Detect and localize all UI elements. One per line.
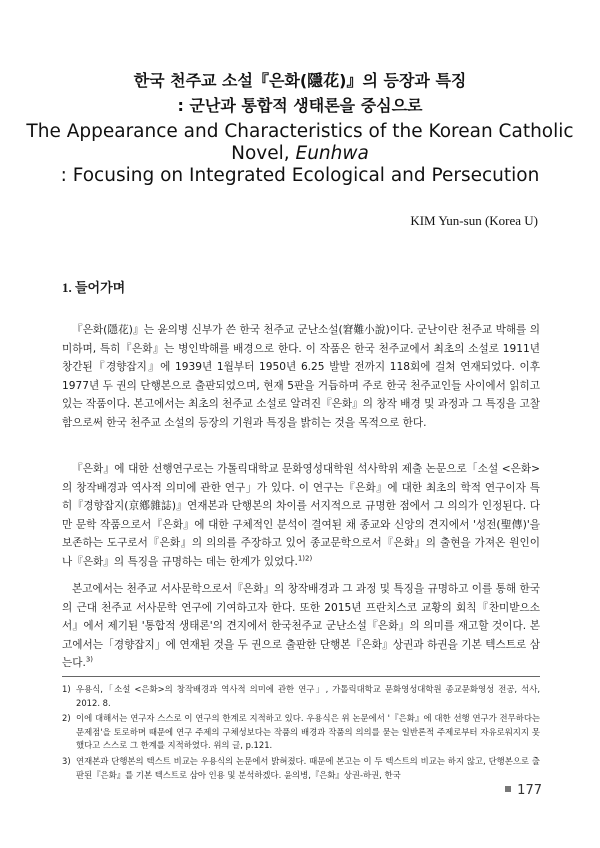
page-number-text: 177 bbox=[517, 783, 542, 798]
footnote-3-number: 3) bbox=[62, 756, 71, 766]
english-title-line-3: : Focusing on Integrated Ecological and Persecution bbox=[60, 165, 540, 186]
footnote-2-text: 이에 대해서는 연구자 스스로 이 연구의 한계로 지적하고 있다. 우용식은 위 논문에서 '『은화』에 대한 선행 연구가 전무하다는 문제점'을 토로하며 때문에 연구 주제의 구체성보다는 작품의 배경과 작품의 의의를 묻는 일반론적 주제로부터 자유로워지지 못했다고 스스로 그 한계를 지적하였다. 위의 글, p.121. bbox=[76, 713, 540, 750]
body-paragraph-3 bbox=[62, 580, 540, 673]
body-paragraph-2 bbox=[62, 460, 540, 572]
footnote-3 bbox=[62, 755, 540, 782]
footnote-ref-1: 1) bbox=[297, 554, 306, 563]
footnote-divider bbox=[62, 676, 540, 677]
paragraph-2-text: 『은화』에 대한 선행연구로는 가톨릭대학교 문화영성대학원 석사학위 제출 논문으로「소설 <은화>의 창작배경과 역사적 의미에 관한 연구」가 있다. 이 연구는『은화』에 대한 최초의 학적 연구이자 특히『경향잡지(京鄕雜誌)』연재본과 단행본의 차이를 서지적으로 규명한 점에서 그 의의가 인정된다. 다만 문학 작품으로서『은화』에 대한 구체적인 분석이 결여된 채 종교와 신앙의 견지에서 '성전(聖傳)'을 보존하는 도구로서『은화』의 의의를 주장하고 있어 종교문학으로서『은화』의 출현을 가져온 원인이나『은화』의 특징을 규명하는 데는 한계가 있었다. bbox=[62, 463, 540, 568]
english-title-italic: Eunhwa bbox=[295, 143, 369, 164]
english-title-line-1: The Appearance and Characteristics of the Korean Catholic bbox=[26, 121, 574, 142]
english-title-line-2 bbox=[0, 143, 600, 165]
section-heading: 1. 들어가며 bbox=[62, 280, 126, 295]
author-affiliation: KIM Yun-sun (Korea U) bbox=[410, 213, 538, 228]
footnote-ref-3: 3) bbox=[85, 655, 94, 664]
body-paragraph-1 bbox=[62, 321, 540, 433]
footnote-ref-2: 2) bbox=[305, 554, 313, 563]
page-number bbox=[505, 783, 542, 798]
korean-title-line-1: 한국 천주교 소설『은화(隱花)』의 등장과 특징 bbox=[133, 71, 467, 90]
footnote-1 bbox=[62, 683, 540, 710]
paragraph-3-text: 본고에서는 천주교 서사문학으로서『은화』의 창작배경과 그 과정 및 특징을 규명하고 이를 통해 한국의 근대 천주교 서사문학 연구에 기여하고자 한다. 또한 2015년 프란치스코 교황의 회칙『찬미받으소서』에서 제기된 '통합적 생태론'의 견지에서 한국천주교 군난소설『은화』의 의미를 재고할 것이다. 본고에서는「경향잡지」에 연재된 것을 두 권으로 출판한 단행본『은화』상권과 하권을 기본 텍스트로 삼는다. bbox=[62, 583, 540, 670]
footnote-1-number: 1) bbox=[62, 684, 71, 694]
footnote-1-text: 우용식,「소설 <은화>의 창작배경과 역사적 의미에 관한 연구」, 가톨릭대학교 문화영성대학원 종교문화영성 전공, 석사, 2012. 8. bbox=[76, 684, 540, 708]
footnote-3-text: 연재본과 단행본의 텍스트 비교는 우용식의 논문에서 밝혀졌다. 때문에 본고는 이 두 텍스트의 비교는 하지 않고, 단행본으로 출판된『은화』를 기본 텍스트로 삼아 인용 및 분석하겠다. 윤의병,『은화』상권-하권, 한국 bbox=[76, 756, 540, 780]
english-title-prefix: Novel, bbox=[231, 143, 296, 164]
footnote-2 bbox=[62, 712, 540, 753]
paragraph-1-text: 『은화(隱花)』는 윤의병 신부가 쓴 한국 천주교 군난소설(窘難小說)이다. 군난이란 천주교 박해를 의미하며, 특히『은화』는 병인박해를 배경으로 한다. 이 작품은 한국 천주교에서 최초의 소설로 1911년 창간된『경향잡지』에 1939년 1월부터 1950년 6.25 발발 전까지 118회에 걸쳐 연재되었다. 이후 1977년 두 권의 단행본으로 출판되었으며, 현재 5판을 거듭하며 주로 한국 천주교인들 사이에서 읽히고 있는 작품이다. 본고에서는 최초의 천주교 소설로 알려진『은화』의 창작 배경 및 과정과 그 특징을 고찰함으로써 한국 천주교 소설의 등장의 기원과 특징을 밝히는 것을 목적으로 한다. bbox=[62, 324, 540, 429]
page-marker-square-icon bbox=[505, 786, 511, 792]
footnote-2-number: 2) bbox=[62, 713, 71, 723]
korean-title-line-2: : 군난과 통합적 생태론을 중심으로 bbox=[177, 96, 423, 115]
